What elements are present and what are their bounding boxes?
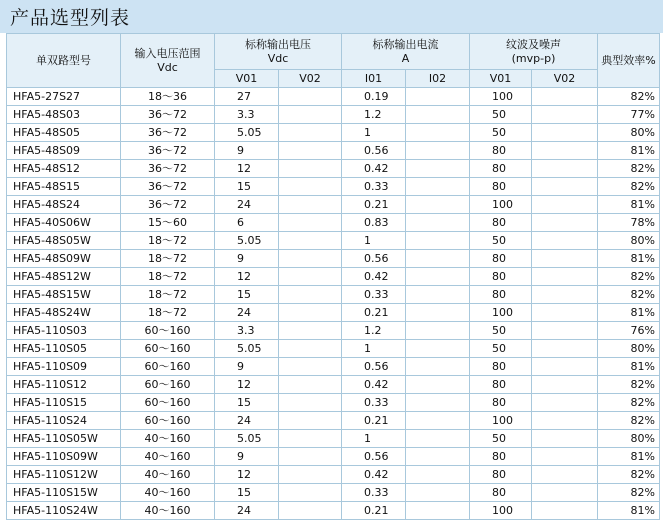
cell-ripple-v01: 50: [470, 430, 532, 448]
cell-iout-i01: 0.19: [342, 88, 406, 106]
cell-vout-v02: [279, 448, 342, 466]
cell-iout-i01: 0.56: [342, 448, 406, 466]
cell-input-range: 18～72: [121, 304, 215, 322]
cell-input-range: 60～160: [121, 412, 215, 430]
cell-ripple-v01: 80: [470, 466, 532, 484]
cell-vout-v01: 12: [215, 268, 279, 286]
cell-efficiency: 82%: [598, 376, 660, 394]
cell-iout-i01: 1: [342, 124, 406, 142]
cell-iout-i01: 1: [342, 340, 406, 358]
cell-vout-v01: 15: [215, 286, 279, 304]
cell-input-range: 60～160: [121, 376, 215, 394]
cell-iout-i01: 1: [342, 430, 406, 448]
cell-ripple-v02: [532, 484, 598, 502]
cell-efficiency: 82%: [598, 178, 660, 196]
cell-ripple-v02: [532, 88, 598, 106]
cell-iout-i02: [406, 286, 470, 304]
cell-iout-i02: [406, 304, 470, 322]
product-selection-table: [6, 33, 660, 520]
cell-iout-i02: [406, 214, 470, 232]
cell-model: HFA5-110S12W: [7, 466, 121, 484]
cell-vout-v02: [279, 430, 342, 448]
cell-ripple-v01: 100: [470, 196, 532, 214]
cell-ripple-v02: [532, 160, 598, 178]
cell-vout-v02: [279, 178, 342, 196]
cell-iout-i01: 1: [342, 232, 406, 250]
cell-iout-i01: 0.21: [342, 304, 406, 322]
cell-iout-i02: [406, 394, 470, 412]
cell-iout-i01: 0.21: [342, 196, 406, 214]
cell-vout-v01: 3.3: [215, 106, 279, 124]
cell-iout-i02: [406, 196, 470, 214]
cell-iout-i01: 0.21: [342, 412, 406, 430]
subheader-v01: V01: [215, 70, 279, 88]
cell-iout-i01: 0.56: [342, 142, 406, 160]
cell-vout-v02: [279, 106, 342, 124]
cell-efficiency: 76%: [598, 322, 660, 340]
cell-iout-i01: 0.83: [342, 214, 406, 232]
cell-ripple-v02: [532, 214, 598, 232]
table-row: [7, 214, 660, 232]
cell-efficiency: 82%: [598, 484, 660, 502]
cell-iout-i02: [406, 502, 470, 520]
cell-vout-v02: [279, 268, 342, 286]
cell-ripple-v01: 80: [470, 484, 532, 502]
table-row: [7, 376, 660, 394]
cell-ripple-v01: 100: [470, 412, 532, 430]
header-output-voltage: [215, 34, 342, 70]
cell-vout-v02: [279, 124, 342, 142]
cell-ripple-v02: [532, 142, 598, 160]
cell-iout-i01: 0.21: [342, 502, 406, 520]
cell-ripple-v02: [532, 232, 598, 250]
cell-ripple-v01: 100: [470, 304, 532, 322]
cell-iout-i02: [406, 448, 470, 466]
cell-input-range: 18～72: [121, 232, 215, 250]
cell-input-range: 60～160: [121, 340, 215, 358]
cell-iout-i01: 0.33: [342, 178, 406, 196]
table-row: [7, 250, 660, 268]
cell-vout-v02: [279, 232, 342, 250]
cell-model: HFA5-110S05W: [7, 430, 121, 448]
cell-vout-v02: [279, 340, 342, 358]
cell-vout-v02: [279, 304, 342, 322]
cell-ripple-v02: [532, 448, 598, 466]
cell-efficiency: 78%: [598, 214, 660, 232]
cell-input-range: 36～72: [121, 124, 215, 142]
cell-vout-v01: 5.05: [215, 232, 279, 250]
table-row: [7, 232, 660, 250]
cell-model: HFA5-110S15W: [7, 484, 121, 502]
cell-model: HFA5-48S15W: [7, 286, 121, 304]
cell-model: HFA5-48S12W: [7, 268, 121, 286]
cell-input-range: 40～160: [121, 502, 215, 520]
cell-model: HFA5-48S05W: [7, 232, 121, 250]
cell-ripple-v01: 50: [470, 106, 532, 124]
table-row: [7, 340, 660, 358]
cell-vout-v01: 24: [215, 196, 279, 214]
table-row: [7, 124, 660, 142]
cell-input-range: 40～160: [121, 448, 215, 466]
cell-input-range: 40～160: [121, 430, 215, 448]
cell-model: HFA5-110S09W: [7, 448, 121, 466]
cell-vout-v02: [279, 160, 342, 178]
cell-ripple-v01: 80: [470, 214, 532, 232]
cell-input-range: 15～60: [121, 214, 215, 232]
cell-input-range: 18～72: [121, 268, 215, 286]
subheader-ripple-v01: V01: [470, 70, 532, 88]
cell-efficiency: 80%: [598, 124, 660, 142]
page-title: 产品选型列表: [10, 7, 131, 29]
cell-ripple-v02: [532, 304, 598, 322]
table-row: [7, 178, 660, 196]
cell-ripple-v01: 50: [470, 232, 532, 250]
cell-vout-v02: [279, 250, 342, 268]
cell-ripple-v01: 80: [470, 160, 532, 178]
header-input-range: [121, 34, 215, 88]
table-row: [7, 304, 660, 322]
cell-vout-v01: 15: [215, 178, 279, 196]
cell-vout-v01: 24: [215, 304, 279, 322]
table-row: [7, 160, 660, 178]
cell-ripple-v02: [532, 502, 598, 520]
cell-vout-v02: [279, 142, 342, 160]
cell-model: HFA5-110S24W: [7, 502, 121, 520]
cell-efficiency: 81%: [598, 142, 660, 160]
table-row: [7, 484, 660, 502]
cell-ripple-v02: [532, 376, 598, 394]
table-body: [7, 88, 660, 520]
table-row: [7, 142, 660, 160]
cell-efficiency: 82%: [598, 466, 660, 484]
cell-ripple-v01: 100: [470, 88, 532, 106]
subheader-ripple-v02: V02: [532, 70, 598, 88]
cell-model: HFA5-110S05: [7, 340, 121, 358]
cell-efficiency: 82%: [598, 160, 660, 178]
cell-iout-i01: 0.42: [342, 268, 406, 286]
cell-ripple-v01: 80: [470, 358, 532, 376]
cell-iout-i02: [406, 88, 470, 106]
title-bar: [0, 0, 663, 33]
cell-model: HFA5-48S05: [7, 124, 121, 142]
cell-model: HFA5-48S09: [7, 142, 121, 160]
cell-ripple-v02: [532, 124, 598, 142]
cell-iout-i02: [406, 106, 470, 124]
table-row: [7, 394, 660, 412]
header-output-voltage-label: 标称输出电压: [245, 37, 311, 51]
cell-iout-i02: [406, 466, 470, 484]
cell-input-range: 18～72: [121, 286, 215, 304]
cell-iout-i01: 0.56: [342, 358, 406, 376]
table-row: [7, 358, 660, 376]
cell-ripple-v01: 50: [470, 124, 532, 142]
cell-ripple-v02: [532, 466, 598, 484]
cell-model: HFA5-110S09: [7, 358, 121, 376]
cell-iout-i01: 1.2: [342, 106, 406, 124]
cell-model: HFA5-110S24: [7, 412, 121, 430]
cell-iout-i02: [406, 268, 470, 286]
cell-efficiency: 82%: [598, 268, 660, 286]
cell-input-range: 36～72: [121, 106, 215, 124]
cell-vout-v01: 12: [215, 160, 279, 178]
cell-vout-v01: 12: [215, 466, 279, 484]
cell-efficiency: 81%: [598, 304, 660, 322]
cell-iout-i01: 0.33: [342, 484, 406, 502]
cell-ripple-v01: 80: [470, 394, 532, 412]
cell-model: HFA5-110S15: [7, 394, 121, 412]
cell-efficiency: 80%: [598, 430, 660, 448]
cell-ripple-v01: 100: [470, 502, 532, 520]
cell-efficiency: 82%: [598, 412, 660, 430]
cell-vout-v02: [279, 376, 342, 394]
cell-iout-i02: [406, 358, 470, 376]
cell-vout-v02: [279, 484, 342, 502]
cell-efficiency: 80%: [598, 232, 660, 250]
cell-model: HFA5-48S12: [7, 160, 121, 178]
header-output-current-label: 标称输出电流: [372, 37, 439, 51]
cell-iout-i01: 0.56: [342, 250, 406, 268]
cell-model: HFA5-48S24W: [7, 304, 121, 322]
cell-model: HFA5-40S06W: [7, 214, 121, 232]
cell-iout-i02: [406, 430, 470, 448]
cell-input-range: 60～160: [121, 358, 215, 376]
header-input-range-label: 输入电压范围: [134, 46, 201, 60]
cell-vout-v01: 3.3: [215, 322, 279, 340]
table-row: [7, 196, 660, 214]
cell-vout-v02: [279, 394, 342, 412]
cell-efficiency: 81%: [598, 502, 660, 520]
cell-efficiency: 81%: [598, 196, 660, 214]
cell-input-range: 18～72: [121, 250, 215, 268]
cell-iout-i02: [406, 232, 470, 250]
cell-ripple-v01: 80: [470, 448, 532, 466]
cell-ripple-v02: [532, 322, 598, 340]
cell-vout-v01: 24: [215, 412, 279, 430]
cell-vout-v02: [279, 286, 342, 304]
cell-vout-v01: 24: [215, 502, 279, 520]
cell-input-range: 36～72: [121, 178, 215, 196]
cell-vout-v02: [279, 466, 342, 484]
cell-ripple-v02: [532, 196, 598, 214]
cell-vout-v01: 15: [215, 394, 279, 412]
cell-ripple-v02: [532, 394, 598, 412]
cell-ripple-v01: 80: [470, 286, 532, 304]
cell-iout-i02: [406, 178, 470, 196]
cell-input-range: 60～160: [121, 322, 215, 340]
cell-vout-v02: [279, 214, 342, 232]
cell-ripple-v02: [532, 358, 598, 376]
cell-ripple-v01: 50: [470, 322, 532, 340]
cell-vout-v01: 9: [215, 250, 279, 268]
cell-vout-v01: 27: [215, 88, 279, 106]
cell-iout-i02: [406, 124, 470, 142]
header-output-voltage-unit: Vdc: [267, 51, 289, 65]
table-row: [7, 430, 660, 448]
cell-input-range: 18～36: [121, 88, 215, 106]
cell-iout-i01: 1.2: [342, 322, 406, 340]
cell-ripple-v02: [532, 178, 598, 196]
header-model: 单双路型号: [7, 34, 121, 88]
header-output-current: [342, 34, 470, 70]
cell-vout-v01: 9: [215, 448, 279, 466]
subheader-i01: I01: [342, 70, 406, 88]
cell-vout-v02: [279, 88, 342, 106]
table-row: [7, 88, 660, 106]
cell-vout-v01: 12: [215, 376, 279, 394]
cell-efficiency: 81%: [598, 448, 660, 466]
cell-ripple-v01: 80: [470, 178, 532, 196]
cell-ripple-v02: [532, 430, 598, 448]
cell-vout-v02: [279, 358, 342, 376]
cell-ripple-v02: [532, 286, 598, 304]
cell-ripple-v01: 80: [470, 268, 532, 286]
cell-vout-v02: [279, 502, 342, 520]
cell-iout-i01: 0.42: [342, 466, 406, 484]
cell-iout-i01: 0.33: [342, 286, 406, 304]
cell-input-range: 40～160: [121, 466, 215, 484]
cell-ripple-v02: [532, 268, 598, 286]
cell-vout-v01: 5.05: [215, 124, 279, 142]
cell-input-range: 60～160: [121, 394, 215, 412]
table-row: [7, 268, 660, 286]
table-row: [7, 286, 660, 304]
cell-iout-i02: [406, 250, 470, 268]
table-row: [7, 106, 660, 124]
cell-vout-v02: [279, 322, 342, 340]
cell-model: HFA5-48S09W: [7, 250, 121, 268]
cell-iout-i02: [406, 160, 470, 178]
cell-model: HFA5-48S15: [7, 178, 121, 196]
cell-vout-v01: 6: [215, 214, 279, 232]
cell-model: HFA5-110S03: [7, 322, 121, 340]
cell-model: HFA5-110S12: [7, 376, 121, 394]
cell-input-range: 40～160: [121, 484, 215, 502]
cell-efficiency: 81%: [598, 250, 660, 268]
cell-model: HFA5-48S03: [7, 106, 121, 124]
cell-ripple-v02: [532, 340, 598, 358]
table-row: [7, 448, 660, 466]
cell-iout-i02: [406, 376, 470, 394]
cell-vout-v01: 9: [215, 358, 279, 376]
cell-iout-i02: [406, 484, 470, 502]
cell-vout-v02: [279, 412, 342, 430]
cell-efficiency: 82%: [598, 394, 660, 412]
table-row: [7, 502, 660, 520]
cell-iout-i02: [406, 340, 470, 358]
cell-vout-v01: 5.05: [215, 430, 279, 448]
cell-ripple-v02: [532, 412, 598, 430]
table-row: [7, 412, 660, 430]
cell-ripple-v02: [532, 106, 598, 124]
cell-iout-i01: 0.33: [342, 394, 406, 412]
cell-iout-i01: 0.42: [342, 160, 406, 178]
cell-iout-i02: [406, 412, 470, 430]
cell-efficiency: 80%: [598, 340, 660, 358]
header-ripple-noise-unit: (mvp-p): [511, 51, 556, 65]
header-ripple-noise-label: 纹波及噪声: [506, 37, 561, 51]
cell-ripple-v01: 80: [470, 376, 532, 394]
header-input-range-unit: Vdc: [157, 60, 178, 74]
cell-model: HFA5-27S27: [7, 88, 121, 106]
cell-efficiency: 77%: [598, 106, 660, 124]
cell-input-range: 36～72: [121, 196, 215, 214]
cell-ripple-v01: 50: [470, 340, 532, 358]
header-output-current-unit: A: [401, 51, 410, 65]
table-row: [7, 466, 660, 484]
cell-input-range: 36～72: [121, 142, 215, 160]
cell-vout-v01: 5.05: [215, 340, 279, 358]
cell-ripple-v01: 80: [470, 142, 532, 160]
cell-vout-v01: 15: [215, 484, 279, 502]
cell-model: HFA5-48S24: [7, 196, 121, 214]
cell-ripple-v02: [532, 250, 598, 268]
cell-input-range: 36～72: [121, 160, 215, 178]
cell-iout-i02: [406, 322, 470, 340]
cell-efficiency: 81%: [598, 358, 660, 376]
header-efficiency: 典型效率%: [598, 34, 660, 88]
header-ripple-noise: [470, 34, 598, 70]
cell-vout-v02: [279, 196, 342, 214]
cell-efficiency: 82%: [598, 88, 660, 106]
cell-vout-v01: 9: [215, 142, 279, 160]
subheader-i02: I02: [406, 70, 470, 88]
cell-iout-i01: 0.42: [342, 376, 406, 394]
cell-efficiency: 82%: [598, 286, 660, 304]
subheader-v02: V02: [279, 70, 342, 88]
table-row: [7, 322, 660, 340]
cell-ripple-v01: 80: [470, 250, 532, 268]
cell-iout-i02: [406, 142, 470, 160]
